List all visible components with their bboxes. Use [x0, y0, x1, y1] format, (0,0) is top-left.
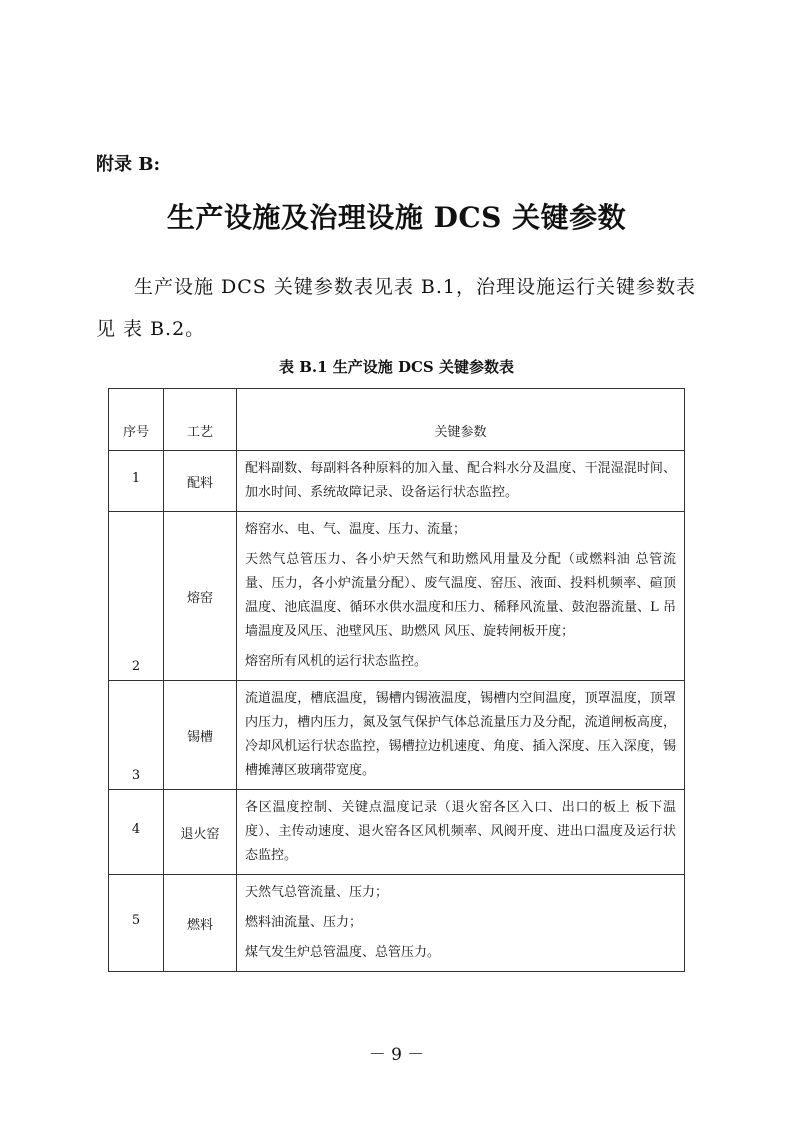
- row-no: 4: [109, 790, 164, 875]
- table-row: [109, 451, 685, 512]
- header-params: 关键参数: [237, 389, 685, 451]
- row-process: 燃料: [164, 875, 237, 972]
- row-params: [237, 875, 685, 972]
- table-caption: 表 B.1 生产设施 DCS 关键参数表: [278, 358, 514, 376]
- table-row: [109, 875, 685, 972]
- row-process: 退火窑: [164, 790, 237, 875]
- row-no: 2: [109, 512, 164, 681]
- row-process: 配料: [164, 451, 237, 512]
- param-line: 流道温度，槽底温度，锡槽内锡液温度，锡槽内空间温度，顶罩温度，顶罩内压力，槽内压力，氮及氢气保护气体总流量压力及分配，流道闸板高度，冷却风机运行状态监控，锡槽拉边机速度、角度、插入深度、压入深度，锡槽摊薄区玻璃带宽度。: [245, 691, 676, 778]
- row-params: [237, 451, 685, 512]
- row-params: [237, 790, 685, 875]
- appendix-label: 附录 B:: [96, 154, 161, 175]
- row-process: 锡槽: [164, 681, 237, 790]
- row-no: 1: [109, 451, 164, 512]
- row-no: 5: [109, 875, 164, 972]
- row-params: [237, 512, 685, 681]
- row-process: 熔窑: [164, 512, 237, 681]
- row-params: [237, 681, 685, 790]
- header-process: 工艺: [164, 389, 237, 451]
- intro-paragraph: 生产设施 DCS 关键参数表见表 B.1，治理设施运行关键参数表见 表 B.2。: [96, 276, 696, 340]
- table-header-row: [109, 389, 685, 451]
- param-line: 熔窑所有风机的运行状态监控。: [245, 654, 428, 669]
- table-row: [109, 790, 685, 875]
- param-line: 天然气总管流量、压力；: [245, 885, 389, 900]
- table-row: [109, 681, 685, 790]
- parameters-table: [108, 388, 685, 972]
- page-number: － 9 －: [368, 1045, 425, 1065]
- param-line: 各区温度控制、关键点温度记录（退火窑各区入口、出口的板上 板下温度）、主传动速度、退火窑各区风机频率、风阀开度、进出口温度及运行状态监控。: [245, 800, 676, 863]
- page-title: 生产设施及治理设施 DCS 关键参数: [166, 201, 627, 234]
- row-no: 3: [109, 681, 164, 790]
- param-line: 熔窑水、电、气、温度、压力、流量；: [245, 522, 467, 537]
- param-line: 煤气发生炉总管温度、总管压力。: [245, 945, 441, 960]
- param-line: 燃料油流量、压力；: [245, 915, 363, 930]
- param-line: 配料副数、每副料各种原料的加入量、配合料水分及温度、干混湿混时间、加水时间、系统故障记录、设备运行状态监控。: [245, 461, 676, 500]
- header-no: 序号: [109, 389, 164, 451]
- param-line: 天然气总管压力、各小炉天然气和助燃风用量及分配（或燃料油 总管流量、压力，各小炉流量分配）、废气温度、窑压、液面、投料机频率、碹顶温度、池底温度、循环水供水温度和压力、稀释风流量、鼓泡器流量、L 吊墙温度及风压、池壁风压、助燃风 风压、旋转闸板开度；: [245, 552, 676, 639]
- table-row: [109, 512, 685, 681]
